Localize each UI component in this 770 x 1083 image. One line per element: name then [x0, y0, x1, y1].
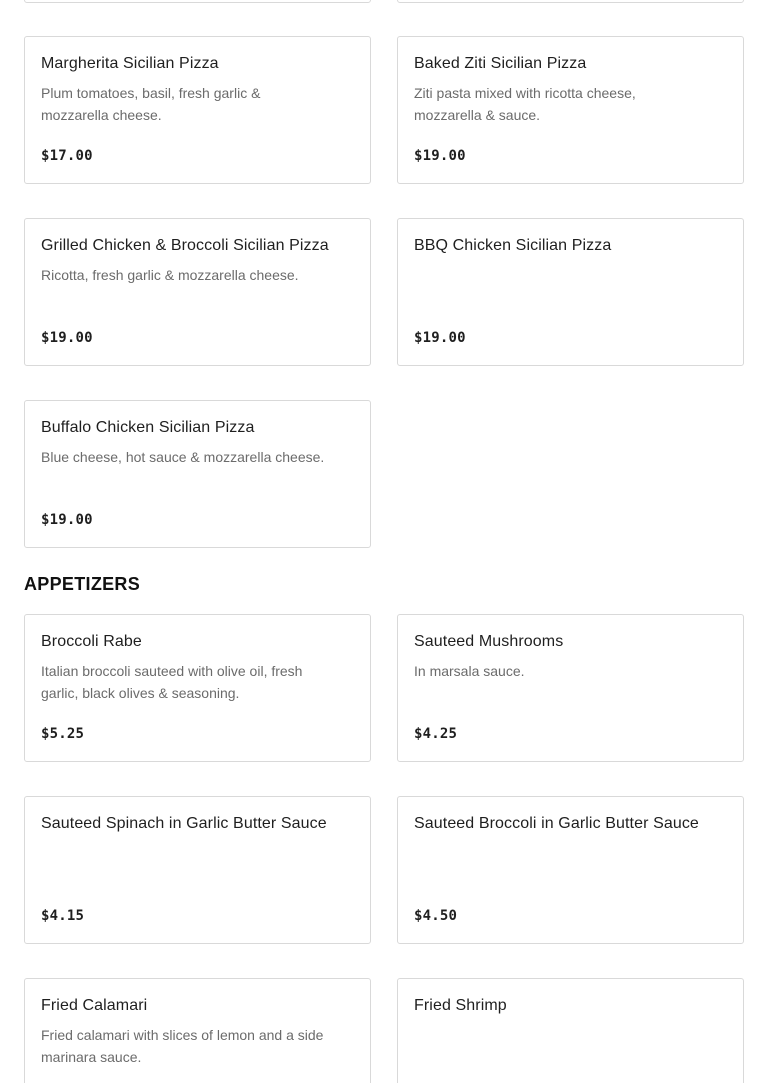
- item-price: $19.00: [414, 148, 466, 164]
- menu-item-card[interactable]: [397, 978, 744, 1083]
- menu-item-card[interactable]: [397, 36, 744, 184]
- item-price: $4.50: [414, 908, 458, 924]
- menu-item-card[interactable]: [24, 218, 371, 366]
- item-description: Ricotta, fresh garlic & mozzarella cheese.: [41, 267, 299, 283]
- menu-item-card[interactable]: [24, 614, 371, 762]
- item-name: Fried Calamari: [41, 997, 148, 1014]
- section-heading-appetizers: APPETIZERS: [24, 574, 141, 594]
- item-price: $5.25: [41, 726, 85, 742]
- menu-item-card-partial[interactable]: [24, 0, 371, 3]
- item-name: Fried Shrimp: [414, 997, 507, 1014]
- item-description: Italian broccoli sauteed with olive oil, fresh garlic, black olives & seasoning.: [41, 663, 303, 701]
- item-price: $19.00: [414, 330, 466, 346]
- menu-item-card[interactable]: [24, 36, 371, 184]
- item-name: Baked Ziti Sicilian Pizza: [414, 55, 587, 72]
- menu-item-card[interactable]: [24, 400, 371, 548]
- menu-item-card[interactable]: [24, 978, 371, 1083]
- item-price: $17.00: [41, 148, 93, 164]
- menu-item-card-partial[interactable]: [397, 0, 744, 3]
- item-description: Ziti pasta mixed with ricotta cheese, mozzarella & sauce.: [414, 85, 636, 123]
- item-name: Margherita Sicilian Pizza: [41, 55, 219, 72]
- item-price: $4.15: [41, 908, 85, 924]
- menu-item-card[interactable]: [397, 614, 744, 762]
- item-name: Sauteed Broccoli in Garlic Butter Sauce: [414, 815, 699, 832]
- item-name: BBQ Chicken Sicilian Pizza: [414, 237, 612, 254]
- item-description: In marsala sauce.: [414, 663, 525, 679]
- menu-item-card[interactable]: [24, 796, 371, 944]
- item-name: Grilled Chicken & Broccoli Sicilian Pizza: [41, 237, 329, 254]
- item-price: $4.25: [414, 726, 458, 742]
- item-description: Fried calamari with slices of lemon and a side marinara sauce.: [41, 1027, 324, 1065]
- item-name: Sauteed Spinach in Garlic Butter Sauce: [41, 815, 327, 832]
- item-description: Plum tomatoes, basil, fresh garlic & mozzarella cheese.: [41, 85, 261, 123]
- menu-item-card[interactable]: [397, 796, 744, 944]
- item-name: Sauteed Mushrooms: [414, 633, 564, 650]
- item-price: $19.00: [41, 512, 93, 528]
- item-description: Blue cheese, hot sauce & mozzarella cheese.: [41, 449, 325, 465]
- menu-item-card[interactable]: [397, 218, 744, 366]
- item-price: $19.00: [41, 330, 93, 346]
- item-name: Buffalo Chicken Sicilian Pizza: [41, 419, 255, 436]
- item-name: Broccoli Rabe: [41, 633, 142, 650]
